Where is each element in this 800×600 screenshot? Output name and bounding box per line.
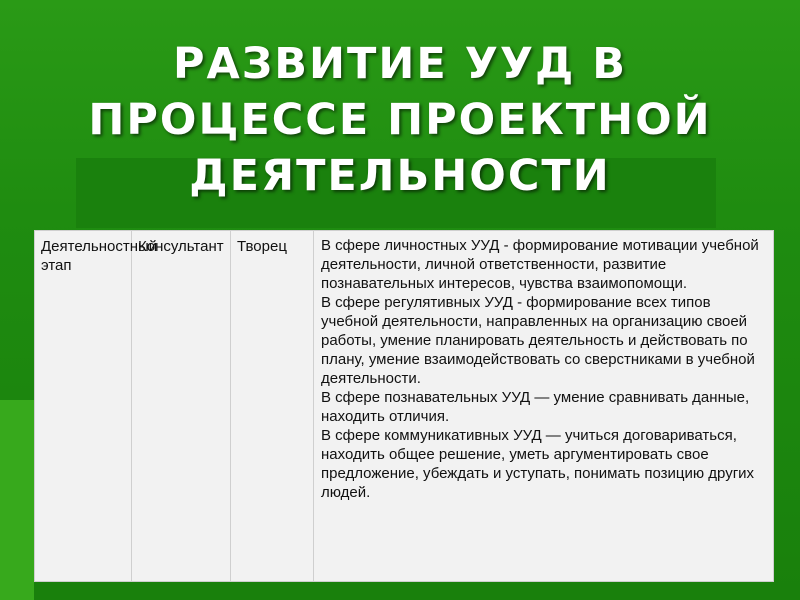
decorative-side-band	[0, 400, 34, 600]
cell-student-role: Творец	[231, 231, 314, 581]
cell-teacher-role: Консультант	[132, 231, 231, 581]
outcome-cognitive: В сфере познавательных УУД — умение сравнивать данные, находить отличия.	[321, 389, 750, 425]
outcome-communicative: В сфере коммуникативных УУД — учиться договариваться, находить общее решение, уметь аргументировать свое предложение, убеждать и уступать, понимать позицию других людей.	[321, 427, 755, 501]
table-row	[35, 231, 773, 581]
table	[35, 231, 773, 581]
cell-outcomes	[314, 231, 774, 581]
outcome-personal: В сфере личностных УУД - формирование мотивации учебной деятельности, личной ответственности, развитие познавательных интересов, чувства взаимопомощи.	[321, 237, 759, 292]
content-table	[34, 230, 774, 582]
outcome-regulative: В сфере регулятивных УУД - формирование всех типов учебной деятельности, направленных на организацию своей работы, умение планировать деятельность и действовать по плану, умение взаимодействовать со сверстниками в учебной деятельности.	[321, 294, 755, 387]
slide-title: РАЗВИТИЕ УУД В ПРОЦЕССЕ ПРОЕКТНОЙ ДЕЯТЕЛЬНОСТИ	[88, 39, 712, 201]
cell-stage: Деятельностный этап	[35, 231, 132, 581]
